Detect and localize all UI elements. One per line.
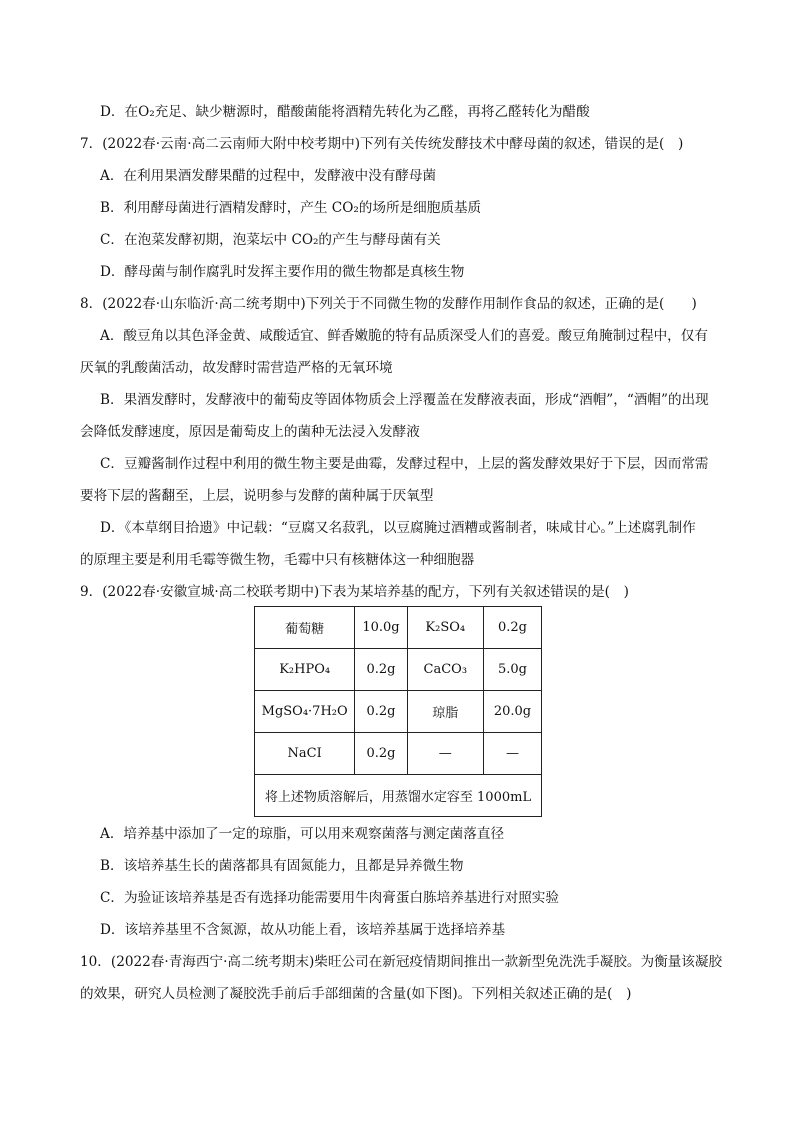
question-8-option-a-line1: A．酸豆角以其色泽金黄、咸酸适宜、鲜香嫩脆的特有品质深受人们的喜爱。酸豆角腌制过程中，仅有 — [100, 328, 708, 344]
question-7-stem: 7．(2022春·云南·高二云南师大附中校考期中)下列有关传统发酵技术中酵母菌的叙述，错误的是( ) — [80, 136, 684, 152]
table-cell: 5.0g — [483, 649, 541, 691]
table-cell: 0.2g — [355, 691, 407, 733]
table-row — [255, 733, 542, 775]
question-8-option-d-line2: 的原理主要是利用毛霉等微生物，毛霉中只有核糖体这一种细胞器 — [80, 552, 475, 568]
question-9-option-c: C．为验证该培养基是否有选择功能需要用牛肉膏蛋白胨培养基进行对照实验 — [100, 890, 559, 906]
table-cell: — — [483, 733, 541, 775]
table-cell: 0.2g — [355, 733, 407, 775]
culture-medium-table — [254, 606, 542, 817]
question-8-option-b-line1: B．果酒发酵时，发酵液中的葡萄皮等固体物质会上浮覆盖在发酵液表面，形成“酒帽”，“酒帽”的出现 — [100, 392, 709, 408]
question-10-stem-line2: 的效果，研究人员检测了凝胶洗手前后手部细菌的含量(如下图)。下列相关叙述正确的是( ) — [80, 986, 632, 1002]
table-cell: MgSO₄·7H₂O — [255, 691, 355, 733]
question-7-option-a: A．在利用果酒发酵果醋的过程中，发酵液中没有酵母菌 — [100, 168, 437, 184]
question-8-stem: 8．(2022春·山东临沂·高二统考期中)下列关于不同微生物的发酵作用制作食品的叙述，正确的是( ) — [80, 296, 697, 312]
table-note: 将上述物质溶解后，用蒸馏水定容至 1000mL — [255, 775, 542, 817]
question-10-stem-line1: 10．(2022春·青海西宁·高二统考期末)柴旺公司在新冠疫情期间推出一款新型免洗洗手凝胶。为衡量该凝胶 — [80, 954, 723, 970]
table-row — [255, 691, 542, 733]
question-9-option-a: A．培养基中添加了一定的琼脂，可以用来观察菌落与测定菌落直径 — [100, 826, 505, 842]
table-cell: — — [407, 733, 483, 775]
question-7-option-c: C．在泡菜发酵初期，泡菜坛中 CO₂的产生与酵母菌有关 — [100, 232, 441, 248]
table-cell: 琼脂 — [407, 691, 483, 733]
table-cell: 葡萄糖 — [255, 607, 355, 649]
table-cell: K₂SO₄ — [407, 607, 483, 649]
table-note-row — [255, 775, 542, 817]
table-cell: 20.0g — [483, 691, 541, 733]
table-row — [255, 649, 542, 691]
question-8-option-d-line1: D．《本草纲目拾遗》中记载：“豆腐又名菽乳，以豆腐腌过酒糟或酱制者，味咸甘心。”上述腐乳制作 — [100, 520, 696, 536]
question-9-option-d: D．该培养基里不含氮源，故从功能上看，该培养基属于选择培养基 — [100, 922, 506, 938]
table-row — [255, 607, 542, 649]
table-cell: CaCO₃ — [407, 649, 483, 691]
question-6-option-d: D．在O₂充足、缺少糖源时，醋酸菌能将酒精先转化为乙醛，再将乙醛转化为醋酸 — [100, 104, 590, 120]
table-cell: NaCI — [255, 733, 355, 775]
question-8-option-a-line2: 厌氧的乳酸菌活动，故发酵时需营造严格的无氧环境 — [80, 360, 393, 376]
question-8-option-c-line1: C．豆瓣酱制作过程中利用的微生物主要是曲霉，发酵过程中，上层的酱发酵效果好于下层，因而常需 — [100, 456, 709, 472]
table-cell: 0.2g — [483, 607, 541, 649]
question-8-option-c-line2: 要将下层的酱翻至，上层，说明参与发酵的菌种属于厌氧型 — [80, 488, 434, 504]
question-8-option-b-line2: 会降低发酵速度，原因是葡萄皮上的菌种无法浸入发酵液 — [80, 424, 420, 440]
question-7-option-d: D．酵母菌与制作腐乳时发挥主要作用的微生物都是真核生物 — [100, 264, 465, 280]
table-cell: 0.2g — [355, 649, 407, 691]
table-cell: K₂HPO₄ — [255, 649, 355, 691]
question-9-option-b: B．该培养基生长的菌落都具有固氮能力，且都是异养微生物 — [100, 858, 464, 874]
table-cell: 10.0g — [355, 607, 407, 649]
question-9-stem: 9．(2022春·安徽宣城·高二校联考期中)下表为某培养基的配方，下列有关叙述错误的是( ) — [80, 584, 629, 600]
question-7-option-b: B．利用酵母菌进行酒精发酵时，产生 CO₂的场所是细胞质基质 — [100, 200, 482, 216]
